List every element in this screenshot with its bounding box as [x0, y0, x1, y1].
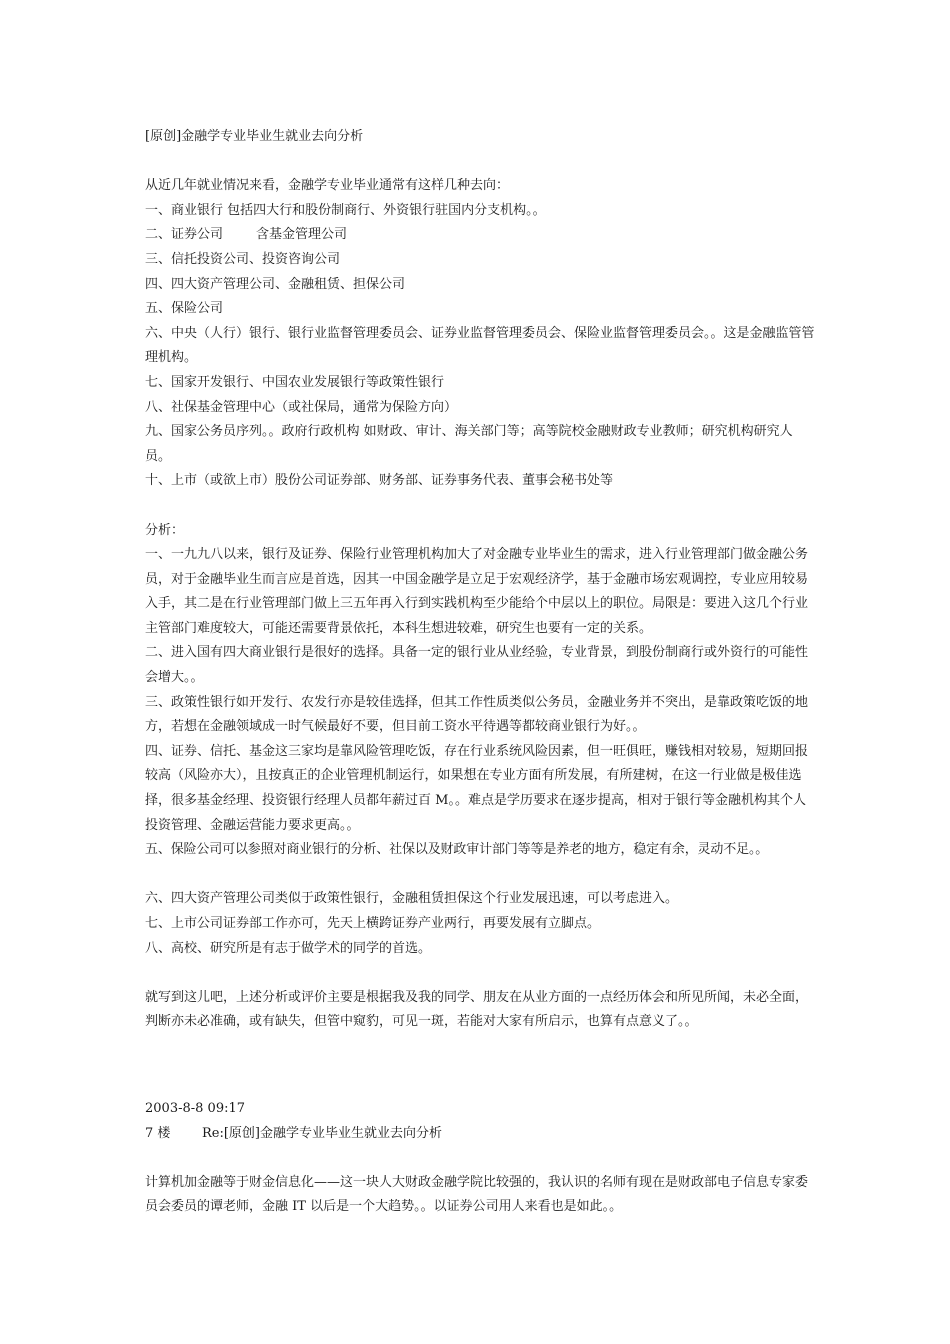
spacer: [145, 150, 815, 175]
destination-item: 七、国家开发银行、中国农业发展银行等政策性银行: [145, 374, 445, 390]
destination-item: 四、四大资产管理公司、金融租赁、担保公司: [145, 276, 406, 292]
destination-item: 一、商业银行 包括四大行和股份制商行、外资银行驻国内分支机构。。: [145, 202, 546, 218]
analysis-item: 五、保险公司可以参照对商业银行的分析、社保以及财政审计部门等等是养老的地方，稳定有余，灵动不足。。: [145, 842, 769, 858]
document-body: [145, 125, 815, 1220]
analysis-item: 四、证券、信托、基金这三家均是靠风险管理吃饭，存在行业系统风险因素，但一旺俱旺，赚钱相对较易，短期回报较高（风险亦大），且按真正的企业管理机制运行，如果想在专业方面有所发展，有所建树，在这一行业做是极佳选择，很多基金经理、投资银行经理人员都年薪过百 M。。难点是学历要求在逐步提高，相对于银行等金融机构其个人投资管理、金融运营能力要求更高。。: [145, 743, 809, 833]
spacer: [145, 961, 815, 986]
analysis-item: 三、政策性银行如开发行、农发行亦是较佳选择，但其工作性质类似公务员，金融业务并不突出，是靠政策吃饭的地方，若想在金融领域成一时气候最好不要，但目前工资水平待遇等都较商业银行为好。。: [145, 694, 809, 735]
conclusion-text: 就写到这儿吧，上述分析或评价主要是根据我及我的同学、朋友在从业方面的一点经历体会和所见所闻，未必全面，判断亦未必准确，或有缺失，但管中窥豹，可见一斑，若能对大家有所启示，也算有点意义了。。: [145, 989, 809, 1030]
reply-body: 计算机加金融等于财金信息化——这一块人大财政金融学院比较强的，我认识的名师有现在是财政部电子信息专家委员会委员的谭老师，金融 IT 以后是一个大趋势。。以证券公司用人来看也是如此。。: [145, 1174, 809, 1215]
spacer: [145, 494, 815, 519]
spacer: [145, 1035, 815, 1097]
destination-item: 五、保险公司: [145, 301, 224, 317]
reply-header: [145, 1122, 815, 1147]
destination-item: 八、社保基金管理中心（或社保局，通常为保险方向）: [145, 399, 458, 415]
analysis-item: 一、一九九八以来，银行及证券、保险行业管理机构加大了对金融专业毕业生的需求，进入行业管理部门做金融公务员，对于金融毕业生而言应是首选，因其一中国金融学是立足于宏观经济学，基于金融市场宏观调控，专业应用较易入手，其二是在行业管理部门做上三五年再入行到实践机构至少能给个中层以上的职位。局限是：要进入这几个行业主管部门难度较大，可能还需要背景依托，本科生想进较难，研究生也要有一定的关系。: [145, 547, 809, 636]
destination-item: 六、中央（人行）银行、银行业监督管理委员会、证券业监督管理委员会、保险业监督管理委员会。。这是金融监管管理机构。: [145, 325, 815, 366]
document-title: [原创]金融学专业毕业生就业去向分析: [145, 129, 364, 144]
destination-item: 三、信托投资公司、投资咨询公司: [145, 251, 341, 267]
destination-list: [145, 199, 815, 494]
destination-item: 九、国家公务员序列。。政府行政机构 如财政、审计、海关部门等；高等院校金融财政专业教师；研究机构研究人员。: [145, 424, 793, 464]
analysis-item: 八、高校、研究所是有志于做学术的同学的首选。: [145, 940, 432, 956]
intro-text: 从近几年就业情况来看，金融学专业毕业通常有这样几种去向：: [145, 178, 510, 194]
reply-timestamp: 2003-8-8 09:17: [145, 1100, 246, 1116]
analysis-list: [145, 543, 815, 863]
reply-floor: 7 楼: [145, 1125, 171, 1141]
analysis-item: 二、进入国有四大商业银行是很好的选择。具备一定的银行业从业经验，专业背景，到股份制商行或外资行的可能性会增大。。: [145, 645, 809, 686]
reply-subject: Re:[原创]金融学专业毕业生就业去向分析: [202, 1125, 443, 1141]
destination-item: 二、证券公司 含基金管理公司: [145, 227, 348, 243]
analysis-heading: 分析：: [145, 522, 185, 538]
analysis-extra-list: [145, 887, 815, 961]
analysis-item: 七、上市公司证券部工作亦可，先天上横跨证券产业两行，再要发展有立脚点。: [145, 916, 601, 931]
analysis-item: 六、四大资产管理公司类似于政策性银行，金融租赁担保这个行业发展迅速，可以考虑进入。: [145, 891, 679, 907]
spacer: [145, 1146, 815, 1171]
reply-post: [145, 1097, 815, 1220]
destination-item: 十、上市（或欲上市）股份公司证券部、财务部、证券事务代表、董事会秘书处等: [145, 473, 614, 489]
spacer: [145, 863, 815, 888]
